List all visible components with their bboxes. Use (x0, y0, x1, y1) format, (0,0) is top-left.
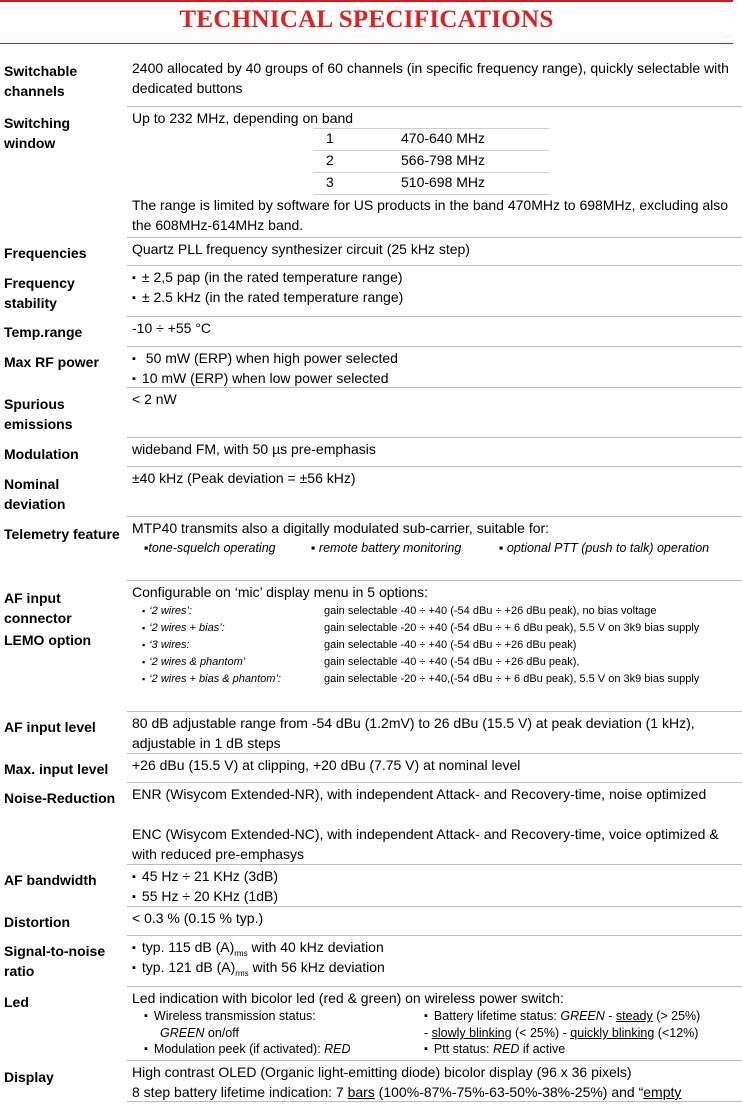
band-range: 510-698 MHz (401, 174, 486, 190)
led-battery: ▪ Battery lifetime status: GREEN - steady (> 25%) (424, 1008, 742, 1025)
label-maxinput: Max. input level (4, 761, 109, 777)
display-bars: bars (347, 1084, 375, 1100)
led-battery-blink: - slowly blinking (< 25%) - quickly blinking (<12%) (424, 1026, 699, 1040)
afinput-option (132, 635, 738, 652)
led-battery-text: Battery lifetime status: (433, 1009, 561, 1023)
label-noise: Noise-Reduction (4, 790, 116, 806)
option-desc: gain selectable -20 ÷ +40,(-54 dBu ÷ + 6 dBu peak), 5.5 V on 3k9 bias supply (324, 673, 700, 685)
display-empty: empty (643, 1084, 682, 1100)
led-details (132, 1008, 742, 1068)
snr-text: typ. 121 dB (A) (141, 959, 236, 975)
snr-text: typ. 115 dB (A) (141, 939, 235, 955)
value-afbandwidth-2: ▪ 55 Hz ÷ 20 KHz (1dB) (132, 886, 738, 908)
divider (127, 782, 742, 783)
label-stability: Frequency stability (4, 275, 75, 311)
value-maxinput: +26 dBu (15.5 V) at clipping, +20 dBu (7.75 V) at nominal level (132, 757, 521, 773)
divider (127, 935, 742, 936)
snr-sub: rms (235, 968, 249, 978)
top-divider (0, 0, 733, 2)
band-range: 470-640 MHz (401, 130, 486, 146)
divider (127, 237, 742, 238)
band-row (313, 172, 549, 195)
divider (127, 753, 742, 754)
value-stability-1: ▪ ± 2,5 pap (in the rated temperature range) (132, 267, 738, 289)
value-modulation: wideband FM, with 50 µs pre-emphasis (132, 441, 376, 457)
value-spurious: < 2 nW (132, 391, 177, 407)
led-onoff: on/off (204, 1026, 239, 1040)
label-telemetry: Telemetry feature (4, 526, 120, 542)
led-gt25: (> 25%) (652, 1009, 701, 1023)
value-switching-intro: Up to 232 MHz, depending on band (132, 110, 354, 126)
divider (127, 1101, 742, 1102)
led-modpeek-text: Modulation peek (if activated): (153, 1042, 325, 1056)
divider (127, 466, 742, 467)
band-number: 3 (326, 174, 334, 190)
label-distortion: Distortion (4, 914, 71, 930)
page-title: TECHNICAL SPECIFICATIONS (179, 6, 554, 33)
band-range: 566-798 MHz (401, 152, 486, 168)
afinput-option (132, 618, 738, 635)
divider (127, 387, 742, 388)
option-name: ▪ ‘2 wires’: (142, 601, 192, 621)
led-quickly: quickly blinking (570, 1026, 655, 1040)
value-switchable: 2400 allocated by 40 groups of 60 channels (in specific frequency range), quickly selectable with dedicated buttons (132, 60, 729, 96)
snr-sub: rms (234, 948, 248, 958)
band-number: 1 (326, 130, 334, 146)
label-lemo: LEMO option (4, 632, 92, 648)
option-desc: gain selectable -20 ÷ +40 (-54 dBu ÷ + 6 dBu peak), 5.5 V on 3k9 bias supply (324, 622, 700, 634)
value-afbandwidth-1: ▪ 45 Hz ÷ 21 KHz (3dB) (132, 866, 738, 888)
band-row (313, 128, 549, 150)
label-temp: Temp.range (4, 324, 83, 340)
label-frequencies: Frequencies (4, 245, 87, 261)
option-desc: gain selectable -40 ÷ +40 (-54 dBu ÷ +26 dBu peak) (324, 639, 577, 651)
led-ifactive: if active (519, 1042, 566, 1056)
value-temp: -10 ÷ +55 °C (132, 320, 212, 336)
led-ptt (424, 1041, 742, 1058)
led-steady: steady (615, 1009, 653, 1023)
band-number: 2 (326, 152, 334, 168)
value-rfpower-2: ▪ 10 mW (ERP) when low power selected (132, 368, 738, 390)
label-display: Display (4, 1069, 54, 1085)
snr-text: with 40 kHz deviation (247, 939, 384, 955)
value-snr-2 (132, 957, 738, 984)
led-col-right (424, 1008, 742, 1058)
band-table (313, 128, 549, 195)
value-display-1: High contrast OLED (Organic light-emitting diode) bicolor display (96 x 36 pixels) (132, 1064, 632, 1080)
led-lt12: (<12%) (654, 1026, 699, 1040)
value-telemetry: MTP40 transmits also a digitally modulated sub-carrier, suitable for: (132, 520, 550, 536)
divider (127, 265, 742, 266)
divider (127, 1060, 742, 1061)
title-divider (0, 43, 733, 44)
label-switching: Switching window (4, 115, 71, 151)
label-deviation: Nominal deviation (4, 476, 66, 512)
band-row (313, 150, 549, 172)
value-noise-enc: ENC (Wisycom Extended-NC), with independent Attack- and Recovery-time, voice optimized & with reduced pre-emphasys (132, 826, 719, 862)
row-led (0, 988, 742, 1056)
label-modulation: Modulation (4, 446, 79, 462)
led-ptt-text: Ptt status: (433, 1042, 493, 1056)
led-col-left (144, 1008, 414, 1058)
value-rfpower-1: ▪ 50 mW (ERP) when high power selected (132, 348, 738, 370)
divider (127, 437, 742, 438)
divider (127, 986, 742, 987)
telemetry-item: ▪ remote battery monitoring (311, 541, 462, 555)
label-switchable: Switchable channels (4, 63, 78, 99)
led-red: RED (492, 1042, 520, 1056)
value-afinput: Configurable on ‘mic’ display menu in 5 options: (132, 584, 428, 600)
label-aflevel: AF input level (4, 719, 96, 735)
divider (127, 906, 742, 907)
option-desc: gain selectable -40 ÷ +40 (-54 dBu ÷ +26 dBu peak), no bias voltage (324, 605, 657, 617)
led-wireless: ▪ Wireless transmission status: (144, 1008, 414, 1025)
led-red: RED (324, 1042, 351, 1056)
divider (127, 711, 742, 712)
value-display-2 (132, 1082, 738, 1102)
led-green: GREEN (560, 1009, 605, 1023)
afinput-option (132, 601, 738, 618)
divider (127, 516, 742, 517)
value-distortion: < 0.3 % (0.15 % typ.) (132, 910, 264, 926)
led-wireless-status (144, 1025, 414, 1041)
display-text: 8 step battery lifetime indication: 7 (132, 1084, 348, 1100)
option-name: ▪ ‘2 wires + bias’: (142, 618, 225, 638)
divider (127, 580, 742, 581)
divider (127, 106, 742, 107)
value-led: Led indication with bicolor led (red & green) on wireless power switch: (132, 990, 564, 1006)
value-noise-enr: ENR (Wisycom Extended-NR), with independent Attack- and Recovery-time, noise optimized (132, 786, 707, 802)
value-switching-note: The range is limited by software for US products in the band 470MHz to 698MHz, excluding also the 608MHz-614MHz band. (132, 197, 729, 233)
afinput-options (132, 601, 738, 686)
led-lt25: (< 25%) - (511, 1026, 571, 1040)
label-rfpower: Max RF power (4, 354, 99, 370)
option-name: ▪ ‘3 wires: (142, 635, 190, 655)
label-led: Led (4, 994, 29, 1010)
option-name: ▪ ‘2 wires & phantom’ (142, 652, 245, 672)
afinput-option (132, 669, 738, 686)
label-afinput: AF input connector (4, 590, 72, 626)
led-slowly: slowly blinking (431, 1026, 512, 1040)
label-snr: Signal-to-noise ratio (4, 943, 106, 979)
option-desc: gain selectable -40 ÷ +40 (-54 dBu ÷ +26 dBu peak), (324, 656, 580, 668)
value-frequencies: Quartz PLL frequency synthesizer circuit (25 kHz step) (132, 241, 470, 257)
display-text: (100%-87%-75%-63-50%-38%-25%) and “ (374, 1084, 644, 1100)
value-aflevel: 80 dB adjustable range from -54 dBu (1.2mV) to 26 dBu (15.5 V) at peak deviation (1 kHz), adjustable in 1 dB steps (132, 715, 695, 751)
led-modpeek (144, 1041, 414, 1058)
value-deviation: ±40 kHz (Peak deviation = ±56 kHz) (132, 470, 356, 486)
divider (127, 864, 742, 865)
led-green: GREEN (160, 1026, 205, 1040)
label-spurious: Spurious emissions (4, 396, 73, 432)
snr-text: with 56 kHz deviation (248, 959, 385, 975)
label-afbandwidth: AF bandwidth (4, 872, 97, 888)
divider (127, 346, 742, 347)
telemetry-item: ▪ optional PTT (push to talk) operation (499, 541, 710, 555)
value-stability-2: ▪ ± 2.5 kHz (in the rated temperature range) (132, 287, 738, 309)
afinput-option (132, 652, 738, 669)
telemetry-item: ▪tone-squelch operating (144, 541, 276, 555)
option-name: ▪ ‘2 wires + bias & phantom’: (142, 669, 281, 689)
divider (127, 316, 742, 317)
